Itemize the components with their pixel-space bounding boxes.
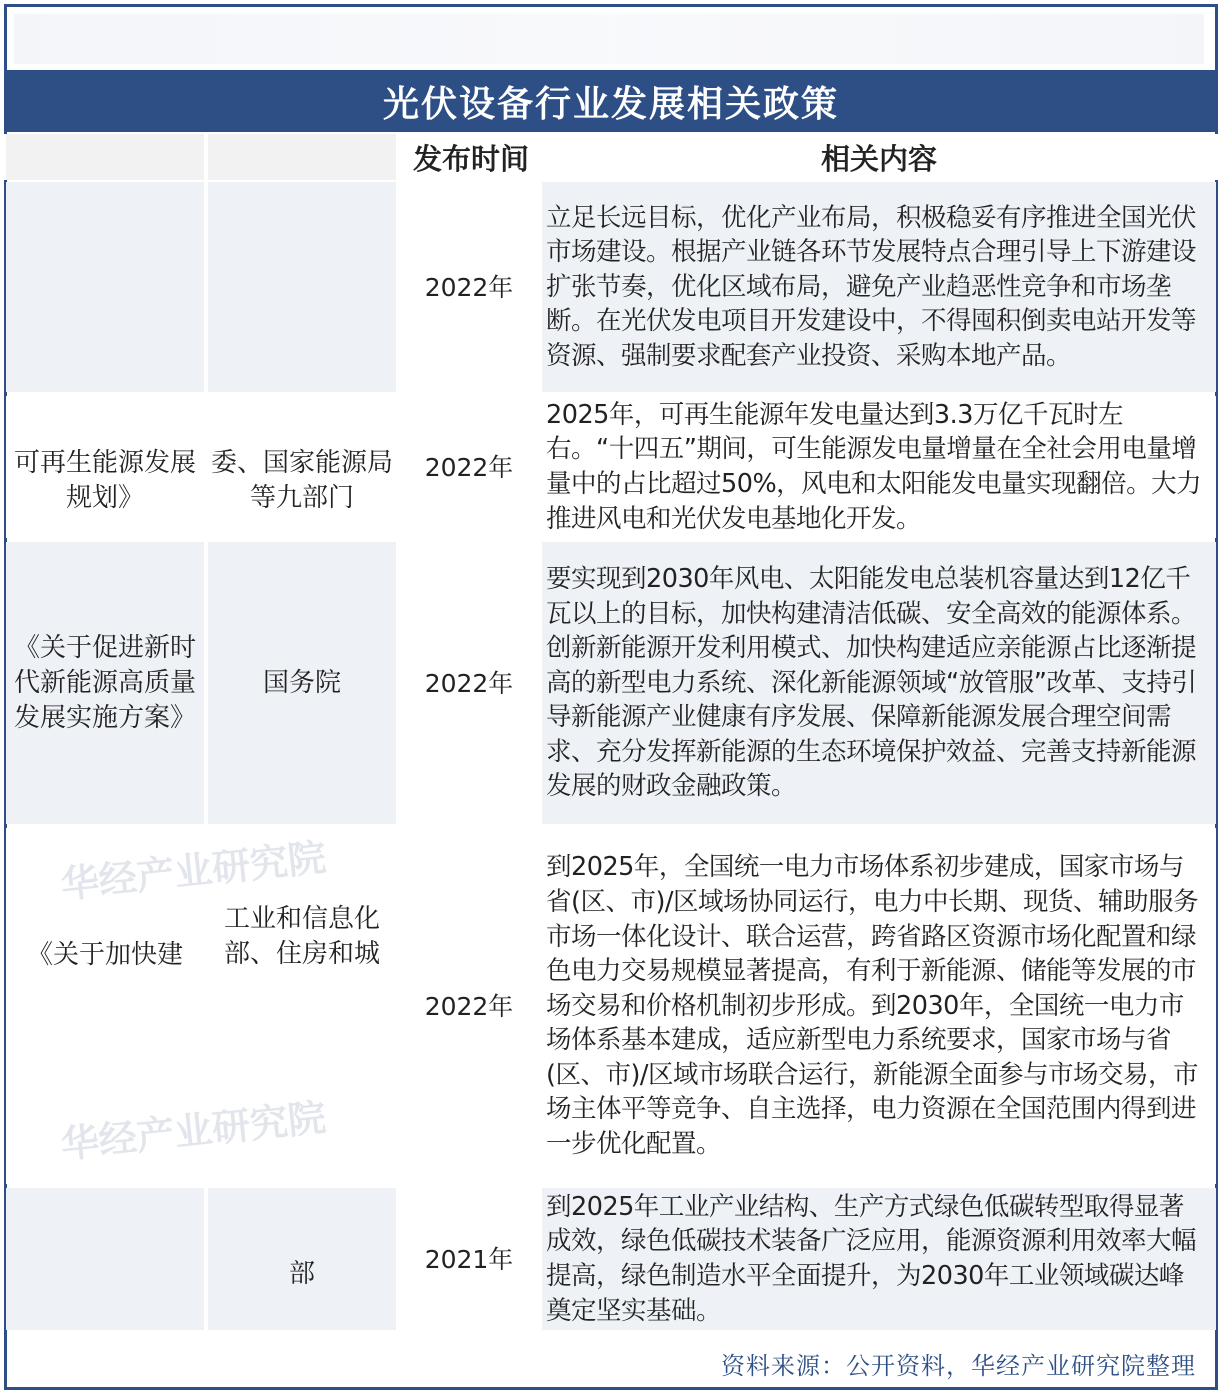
- policy-name: 《关于加快建: [26, 940, 183, 970]
- department-cell: [208, 542, 396, 824]
- department-name: 工业和信息化部、住房和城: [223, 904, 380, 969]
- table-row: [4, 396, 1218, 538]
- department-cell: [208, 182, 396, 392]
- release-date: 2022年: [424, 272, 514, 302]
- policy-name: 《关于促进新时代新能源高质量发展实施方案》: [13, 632, 196, 733]
- header-policy: [6, 134, 204, 180]
- policy-cell: [6, 182, 204, 392]
- date-cell: [400, 182, 538, 392]
- watermark: 华经产业研究院: [58, 1095, 328, 1167]
- release-date: 2022年: [424, 991, 514, 1021]
- watermark: 华经产业研究院: [58, 835, 328, 907]
- header-date: [400, 134, 542, 180]
- table-title: [4, 70, 1218, 132]
- department-name: 委、国家能源局等九部门: [210, 448, 393, 513]
- policy-name: 可再生能源发展规划》: [13, 448, 196, 513]
- department-name: 国务院: [262, 667, 341, 698]
- department-cell: [208, 1188, 396, 1330]
- policy-cell: [6, 542, 204, 824]
- header-date-label: 发布时间: [412, 141, 529, 176]
- policy-content: 要实现到2030年风电、太阳能发电总装机容量达到12亿千瓦以上的目标，加快构建清洁低碳、安全高效的能源体系。创新新能源开发利用模式、加快构建适应亲能源占比逐渐提高的新型电力系统、深化新能源领域“放管服”改革、支持引导新能源产业健康有序发展、保障新能源发展合理空间需求、充分发挥新能源的生态环境保护效益、完善支持新能源发展的财政金融政策。: [546, 563, 1197, 802]
- date-cell: [400, 828, 538, 1184]
- policy-content: 立足长远目标，优化产业布局，积极稳妥有序推进全国光伏市场建设。根据产业链各环节发展特点合理引导上下游建设扩张节奏，优化区域布局，避免产业趋恶性竞争和市场垄断。在光伏发电项目开发建设中，不得囤积倒卖电站开发等资源、强制要求配套产业投资、采购本地产品。: [546, 202, 1197, 371]
- policy-content: 2025年，可再生能源年发电量达到3.3万亿千瓦时左右。“十四五”期间，可生能源发电量增量在全社会用电量增量中的占比超过50%，风电和太阳能发电量实现翻倍。大力推进风电和光伏发电基地化开发。: [546, 399, 1202, 534]
- release-date: 2022年: [424, 452, 514, 482]
- table-row: [4, 542, 1218, 824]
- policy-cell: [6, 1188, 204, 1330]
- date-cell: [400, 396, 538, 538]
- content-cell: [542, 182, 1216, 392]
- table-title-text: 光伏设备行业发展相关政策: [382, 83, 839, 125]
- top-blurred-area: [14, 14, 1204, 64]
- table-row: [4, 1188, 1218, 1330]
- policy-content: 到2025年，全国统一电力市场体系初步建成，国家市场与省(区、市)/区域场协同运行，电力中长期、现货、辅助服务市场一体化设计、联合运营，跨省路区资源市场化配置和绿色电力交易规模显著提高，有利于新能源、储能等发展的市场交易和价格机制初步形成。到2030年，全国统一电力市场体系基本建成，适应新型电力系统要求，国家市场与省(区、市)/区域市场联合运行，新能源全面参与市场交易，市场主体平等竞争、自主选择，电力资源在全国范围内得到进一步优化配置。: [546, 852, 1198, 1160]
- date-cell: [400, 1188, 538, 1330]
- header-content-label: 相关内容: [820, 141, 937, 176]
- header-content: [542, 134, 1216, 180]
- content-cell: [542, 828, 1216, 1184]
- department-cell: [208, 828, 396, 1184]
- release-date: 2021年: [424, 1244, 514, 1274]
- department-name: 部: [288, 1259, 315, 1289]
- policy-content: 到2025年工业产业结构、生产方式绿色低碳转型取得显著成效，绿色低碳技术装备广泛应用，能源资源利用效率大幅提高，绿色制造水平全面提升，为2030年工业领域碳达峰奠定坚实基础。: [546, 1191, 1197, 1326]
- header-department: [208, 134, 396, 180]
- table-row: [4, 828, 1218, 1184]
- department-cell: [208, 396, 396, 538]
- policy-cell: [6, 828, 204, 1184]
- release-date: 2022年: [424, 668, 514, 698]
- date-cell: [400, 542, 538, 824]
- table-header-row: [4, 134, 1218, 180]
- table-row: [4, 182, 1218, 392]
- source-note: 资料来源：公开资料，华经产业研究院整理: [721, 1352, 1196, 1380]
- content-cell: [542, 542, 1216, 824]
- policy-cell: [6, 396, 204, 538]
- content-cell: [542, 396, 1216, 538]
- content-cell: [542, 1188, 1216, 1330]
